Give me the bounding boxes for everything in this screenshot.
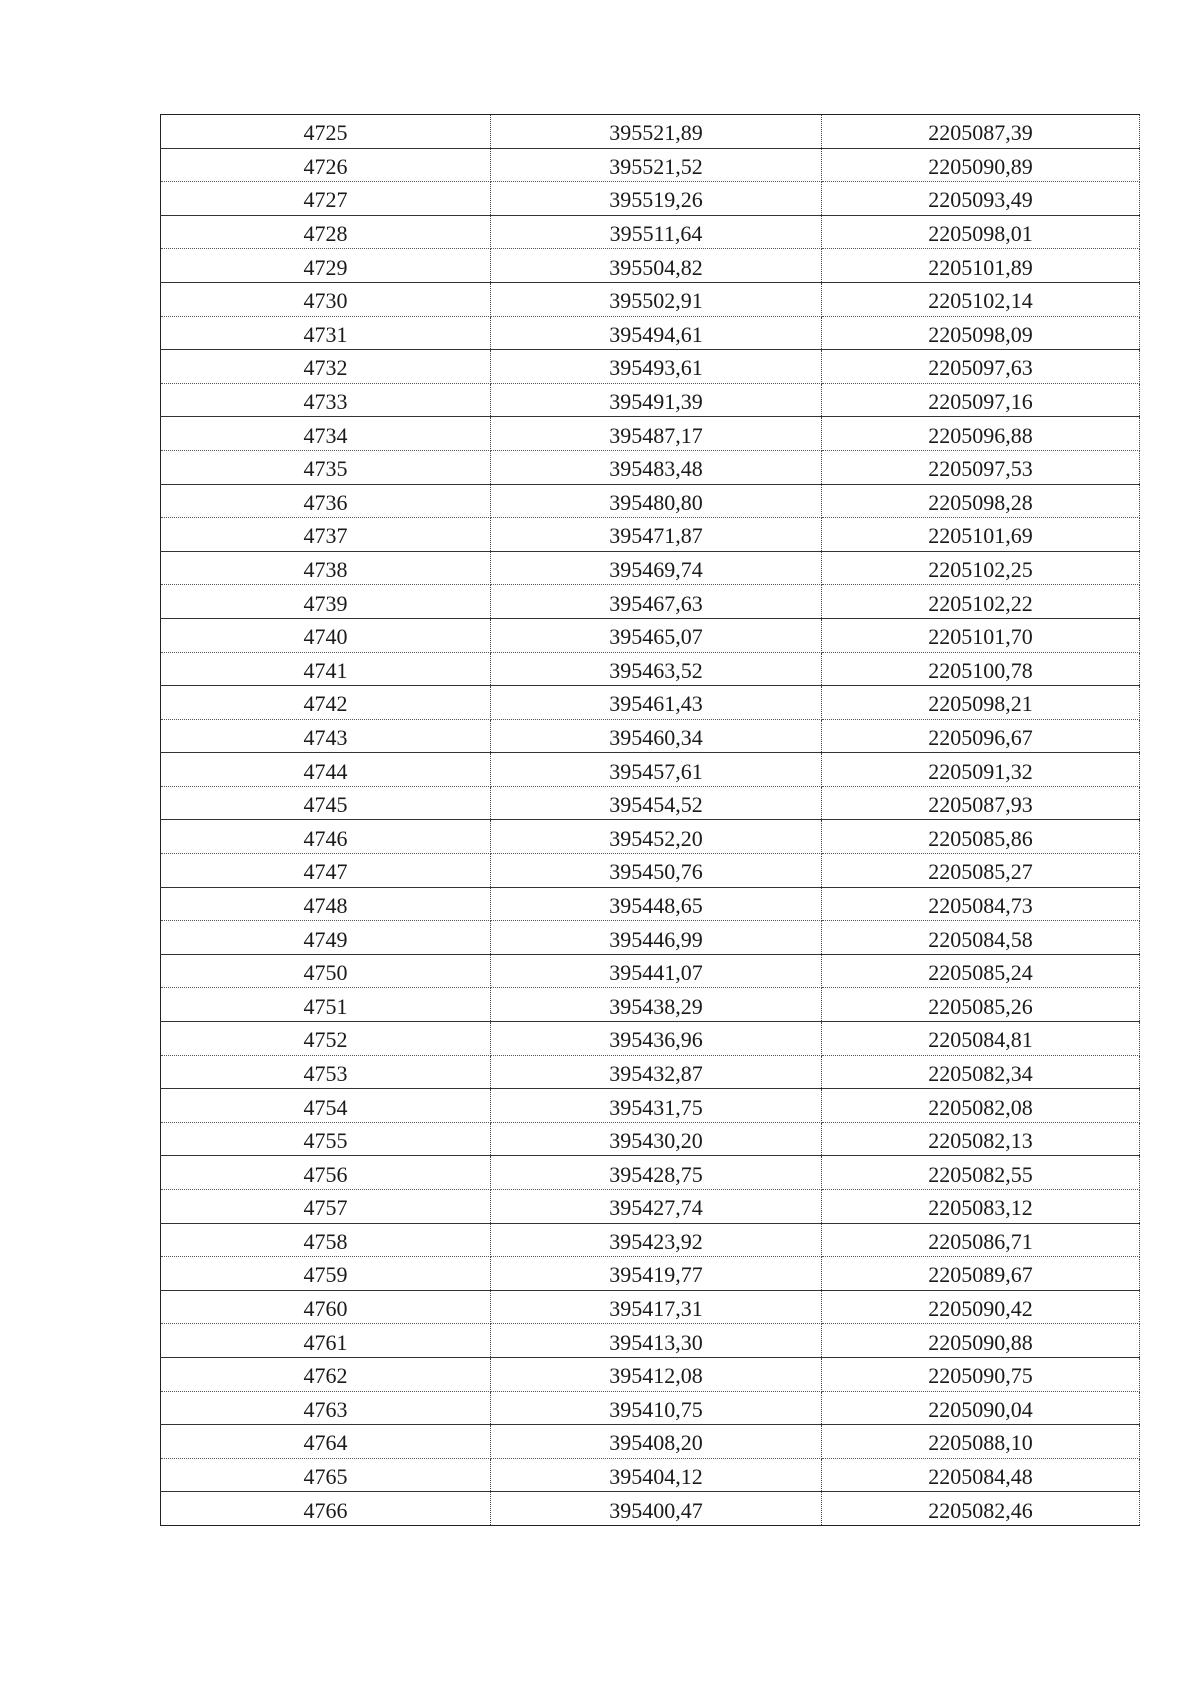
point-number-cell: 4726 bbox=[161, 148, 491, 182]
x-coordinate-cell: 395461,43 bbox=[491, 686, 822, 720]
x-coordinate-cell: 395521,52 bbox=[491, 148, 822, 182]
y-coordinate-cell: 2205102,22 bbox=[822, 585, 1140, 619]
y-coordinate-cell: 2205091,32 bbox=[822, 753, 1140, 787]
table-row bbox=[161, 1492, 1140, 1526]
x-coordinate-cell: 395493,61 bbox=[491, 350, 822, 384]
point-number-cell: 4743 bbox=[161, 719, 491, 753]
y-coordinate-cell: 2205084,73 bbox=[822, 887, 1140, 921]
table-row bbox=[161, 1357, 1140, 1391]
y-coordinate-cell: 2205082,13 bbox=[822, 1122, 1140, 1156]
y-coordinate-cell: 2205098,28 bbox=[822, 484, 1140, 518]
table-row bbox=[161, 1156, 1140, 1190]
table-row bbox=[161, 1458, 1140, 1492]
x-coordinate-cell: 395408,20 bbox=[491, 1425, 822, 1459]
table-row bbox=[161, 1122, 1140, 1156]
x-coordinate-cell: 395519,26 bbox=[491, 182, 822, 216]
point-number-cell: 4729 bbox=[161, 249, 491, 283]
y-coordinate-cell: 2205096,88 bbox=[822, 417, 1140, 451]
table-row bbox=[161, 518, 1140, 552]
y-coordinate-cell: 2205084,58 bbox=[822, 921, 1140, 955]
y-coordinate-cell: 2205102,14 bbox=[822, 282, 1140, 316]
x-coordinate-cell: 395438,29 bbox=[491, 988, 822, 1022]
y-coordinate-cell: 2205090,04 bbox=[822, 1391, 1140, 1425]
x-coordinate-cell: 395431,75 bbox=[491, 1089, 822, 1123]
point-number-cell: 4739 bbox=[161, 585, 491, 619]
point-number-cell: 4747 bbox=[161, 854, 491, 888]
x-coordinate-cell: 395502,91 bbox=[491, 282, 822, 316]
point-number-cell: 4746 bbox=[161, 820, 491, 854]
x-coordinate-cell: 395487,17 bbox=[491, 417, 822, 451]
x-coordinate-cell: 395427,74 bbox=[491, 1190, 822, 1224]
table-row bbox=[161, 1290, 1140, 1324]
y-coordinate-cell: 2205085,86 bbox=[822, 820, 1140, 854]
y-coordinate-cell: 2205082,46 bbox=[822, 1492, 1140, 1526]
x-coordinate-cell: 395471,87 bbox=[491, 518, 822, 552]
table-row bbox=[161, 686, 1140, 720]
table-row bbox=[161, 753, 1140, 787]
point-number-cell: 4735 bbox=[161, 450, 491, 484]
point-number-cell: 4731 bbox=[161, 316, 491, 350]
point-number-cell: 4736 bbox=[161, 484, 491, 518]
point-number-cell: 4727 bbox=[161, 182, 491, 216]
x-coordinate-cell: 395400,47 bbox=[491, 1492, 822, 1526]
x-coordinate-cell: 395480,80 bbox=[491, 484, 822, 518]
x-coordinate-cell: 395457,61 bbox=[491, 753, 822, 787]
table-row bbox=[161, 1425, 1140, 1459]
coordinates-table-body bbox=[161, 115, 1140, 1526]
table-row bbox=[161, 148, 1140, 182]
y-coordinate-cell: 2205100,78 bbox=[822, 652, 1140, 686]
y-coordinate-cell: 2205088,10 bbox=[822, 1425, 1140, 1459]
y-coordinate-cell: 2205086,71 bbox=[822, 1223, 1140, 1257]
x-coordinate-cell: 395404,12 bbox=[491, 1458, 822, 1492]
table-row bbox=[161, 1022, 1140, 1056]
x-coordinate-cell: 395494,61 bbox=[491, 316, 822, 350]
table-row bbox=[161, 887, 1140, 921]
y-coordinate-cell: 2205085,24 bbox=[822, 954, 1140, 988]
point-number-cell: 4757 bbox=[161, 1190, 491, 1224]
x-coordinate-cell: 395413,30 bbox=[491, 1324, 822, 1358]
y-coordinate-cell: 2205101,70 bbox=[822, 618, 1140, 652]
x-coordinate-cell: 395448,65 bbox=[491, 887, 822, 921]
x-coordinate-cell: 395504,82 bbox=[491, 249, 822, 283]
table-row bbox=[161, 954, 1140, 988]
x-coordinate-cell: 395436,96 bbox=[491, 1022, 822, 1056]
x-coordinate-cell: 395441,07 bbox=[491, 954, 822, 988]
point-number-cell: 4760 bbox=[161, 1290, 491, 1324]
table-row bbox=[161, 719, 1140, 753]
table-row bbox=[161, 1257, 1140, 1291]
x-coordinate-cell: 395423,92 bbox=[491, 1223, 822, 1257]
point-number-cell: 4734 bbox=[161, 417, 491, 451]
y-coordinate-cell: 2205087,39 bbox=[822, 115, 1140, 149]
y-coordinate-cell: 2205101,69 bbox=[822, 518, 1140, 552]
point-number-cell: 4765 bbox=[161, 1458, 491, 1492]
y-coordinate-cell: 2205097,53 bbox=[822, 450, 1140, 484]
y-coordinate-cell: 2205084,81 bbox=[822, 1022, 1140, 1056]
x-coordinate-cell: 395469,74 bbox=[491, 551, 822, 585]
point-number-cell: 4758 bbox=[161, 1223, 491, 1257]
point-number-cell: 4725 bbox=[161, 115, 491, 149]
x-coordinate-cell: 395511,64 bbox=[491, 215, 822, 249]
table-row bbox=[161, 1089, 1140, 1123]
point-number-cell: 4745 bbox=[161, 786, 491, 820]
point-number-cell: 4764 bbox=[161, 1425, 491, 1459]
y-coordinate-cell: 2205093,49 bbox=[822, 182, 1140, 216]
point-number-cell: 4728 bbox=[161, 215, 491, 249]
x-coordinate-cell: 395412,08 bbox=[491, 1357, 822, 1391]
x-coordinate-cell: 395463,52 bbox=[491, 652, 822, 686]
y-coordinate-cell: 2205098,09 bbox=[822, 316, 1140, 350]
x-coordinate-cell: 395452,20 bbox=[491, 820, 822, 854]
point-number-cell: 4748 bbox=[161, 887, 491, 921]
x-coordinate-cell: 395465,07 bbox=[491, 618, 822, 652]
x-coordinate-cell: 395430,20 bbox=[491, 1122, 822, 1156]
table-row bbox=[161, 551, 1140, 585]
y-coordinate-cell: 2205090,75 bbox=[822, 1357, 1140, 1391]
x-coordinate-cell: 395417,31 bbox=[491, 1290, 822, 1324]
point-number-cell: 4744 bbox=[161, 753, 491, 787]
table-row bbox=[161, 786, 1140, 820]
table-row bbox=[161, 618, 1140, 652]
point-number-cell: 4733 bbox=[161, 383, 491, 417]
point-number-cell: 4741 bbox=[161, 652, 491, 686]
y-coordinate-cell: 2205082,34 bbox=[822, 1055, 1140, 1089]
table-row bbox=[161, 921, 1140, 955]
y-coordinate-cell: 2205085,27 bbox=[822, 854, 1140, 888]
y-coordinate-cell: 2205082,55 bbox=[822, 1156, 1140, 1190]
table-row bbox=[161, 417, 1140, 451]
table-row bbox=[161, 988, 1140, 1022]
coordinates-table bbox=[160, 114, 1140, 1526]
y-coordinate-cell: 2205083,12 bbox=[822, 1190, 1140, 1224]
point-number-cell: 4749 bbox=[161, 921, 491, 955]
x-coordinate-cell: 395521,89 bbox=[491, 115, 822, 149]
table-row bbox=[161, 585, 1140, 619]
x-coordinate-cell: 395450,76 bbox=[491, 854, 822, 888]
point-number-cell: 4762 bbox=[161, 1357, 491, 1391]
y-coordinate-cell: 2205098,21 bbox=[822, 686, 1140, 720]
y-coordinate-cell: 2205090,42 bbox=[822, 1290, 1140, 1324]
y-coordinate-cell: 2205089,67 bbox=[822, 1257, 1140, 1291]
x-coordinate-cell: 395410,75 bbox=[491, 1391, 822, 1425]
point-number-cell: 4753 bbox=[161, 1055, 491, 1089]
y-coordinate-cell: 2205090,89 bbox=[822, 148, 1140, 182]
point-number-cell: 4750 bbox=[161, 954, 491, 988]
table-row bbox=[161, 350, 1140, 384]
table-row bbox=[161, 652, 1140, 686]
y-coordinate-cell: 2205102,25 bbox=[822, 551, 1140, 585]
point-number-cell: 4737 bbox=[161, 518, 491, 552]
point-number-cell: 4738 bbox=[161, 551, 491, 585]
table-row bbox=[161, 484, 1140, 518]
point-number-cell: 4756 bbox=[161, 1156, 491, 1190]
table-row bbox=[161, 1055, 1140, 1089]
x-coordinate-cell: 395446,99 bbox=[491, 921, 822, 955]
x-coordinate-cell: 395432,87 bbox=[491, 1055, 822, 1089]
x-coordinate-cell: 395483,48 bbox=[491, 450, 822, 484]
y-coordinate-cell: 2205101,89 bbox=[822, 249, 1140, 283]
point-number-cell: 4755 bbox=[161, 1122, 491, 1156]
table-row bbox=[161, 182, 1140, 216]
table-row bbox=[161, 316, 1140, 350]
point-number-cell: 4740 bbox=[161, 618, 491, 652]
table-row bbox=[161, 115, 1140, 149]
point-number-cell: 4763 bbox=[161, 1391, 491, 1425]
table-row bbox=[161, 215, 1140, 249]
point-number-cell: 4754 bbox=[161, 1089, 491, 1123]
x-coordinate-cell: 395460,34 bbox=[491, 719, 822, 753]
table-row bbox=[161, 820, 1140, 854]
table-row bbox=[161, 282, 1140, 316]
y-coordinate-cell: 2205090,88 bbox=[822, 1324, 1140, 1358]
table-row bbox=[161, 1391, 1140, 1425]
point-number-cell: 4759 bbox=[161, 1257, 491, 1291]
y-coordinate-cell: 2205097,16 bbox=[822, 383, 1140, 417]
x-coordinate-cell: 395491,39 bbox=[491, 383, 822, 417]
x-coordinate-cell: 395454,52 bbox=[491, 786, 822, 820]
y-coordinate-cell: 2205085,26 bbox=[822, 988, 1140, 1022]
y-coordinate-cell: 2205098,01 bbox=[822, 215, 1140, 249]
x-coordinate-cell: 395419,77 bbox=[491, 1257, 822, 1291]
table-row bbox=[161, 1324, 1140, 1358]
x-coordinate-cell: 395428,75 bbox=[491, 1156, 822, 1190]
y-coordinate-cell: 2205084,48 bbox=[822, 1458, 1140, 1492]
x-coordinate-cell: 395467,63 bbox=[491, 585, 822, 619]
table-row bbox=[161, 450, 1140, 484]
table-row bbox=[161, 1190, 1140, 1224]
table-row bbox=[161, 854, 1140, 888]
point-number-cell: 4742 bbox=[161, 686, 491, 720]
table-row bbox=[161, 249, 1140, 283]
y-coordinate-cell: 2205087,93 bbox=[822, 786, 1140, 820]
point-number-cell: 4730 bbox=[161, 282, 491, 316]
table-row bbox=[161, 383, 1140, 417]
y-coordinate-cell: 2205082,08 bbox=[822, 1089, 1140, 1123]
y-coordinate-cell: 2205097,63 bbox=[822, 350, 1140, 384]
point-number-cell: 4752 bbox=[161, 1022, 491, 1056]
table-row bbox=[161, 1223, 1140, 1257]
y-coordinate-cell: 2205096,67 bbox=[822, 719, 1140, 753]
point-number-cell: 4766 bbox=[161, 1492, 491, 1526]
point-number-cell: 4761 bbox=[161, 1324, 491, 1358]
point-number-cell: 4751 bbox=[161, 988, 491, 1022]
point-number-cell: 4732 bbox=[161, 350, 491, 384]
